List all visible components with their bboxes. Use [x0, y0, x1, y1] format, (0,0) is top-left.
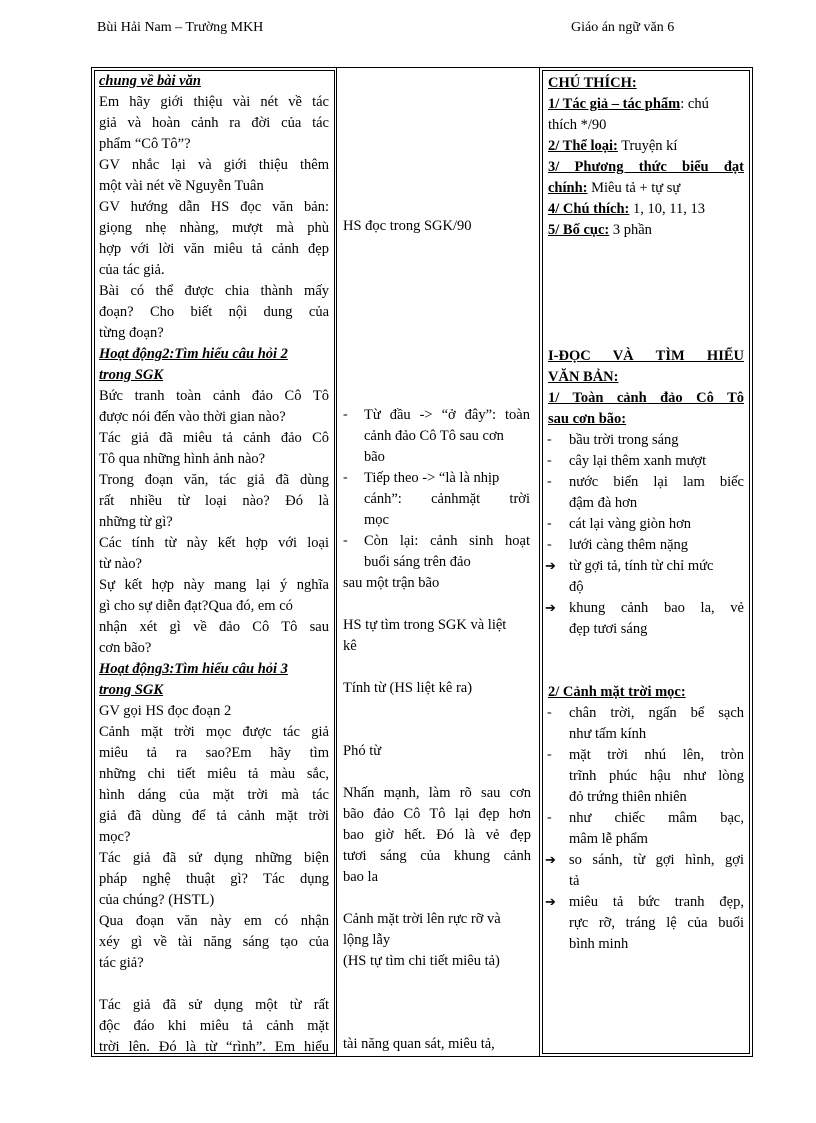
- section-heading: 3/ Phương thức biểu đạt: [548, 159, 744, 175]
- text-line: cát lại vàng giòn hơn: [569, 516, 692, 532]
- text-line: Từ đầu -> “ở đây”: toàn: [364, 407, 530, 423]
- text-line: pháp nghệ thuật gì? Tác dụng: [99, 871, 329, 887]
- text-line: nước biển lại lam biếc: [569, 474, 744, 490]
- text-line: của tác giả.: [99, 262, 165, 278]
- dash-marker: -: [547, 810, 552, 825]
- text-line: GV gọi HS đọc đoạn 2: [99, 703, 232, 719]
- text-line: tươi sáng của khung cảnh: [343, 848, 531, 864]
- dash-marker: -: [343, 533, 348, 548]
- text-line: mọc?: [99, 829, 131, 845]
- text-line: GV hướng dẫn HS đọc văn bản:: [99, 199, 329, 215]
- text-line: phẩm “Cô Tô”?: [99, 136, 191, 152]
- arrow-icon: ➔: [545, 558, 556, 573]
- text-line: kê: [343, 638, 357, 654]
- text-line: trĩnh phúc hậu như lòng: [569, 768, 744, 784]
- arrow-icon: ➔: [545, 852, 556, 867]
- text-line: những từ gì?: [99, 514, 173, 530]
- label-part: 5/ Bố cục:: [548, 222, 610, 238]
- text-line: bao la: [343, 869, 379, 885]
- text-line: Tác giả đã sử dụng những biện: [99, 850, 329, 866]
- text-line: cánh”: cảnhmặt trời: [364, 491, 530, 507]
- text-line: Cảnh mặt trời lên rực rỡ và: [343, 911, 501, 927]
- header-author: Bùi Hải Nam – Trường MKH: [97, 20, 264, 35]
- dash-marker: -: [343, 470, 348, 485]
- arrow-icon: ➔: [545, 600, 556, 615]
- section-heading: CHÚ THÍCH:: [548, 75, 637, 91]
- text-line: từng đoạn?: [99, 325, 164, 341]
- section-heading: VĂN BẢN:: [548, 369, 619, 385]
- text-line: một vài nét về Nguyễn Tuân: [99, 178, 264, 194]
- text-line: giả và hoàn cảnh ra đời của tác: [99, 115, 329, 131]
- text-line: bao giờ hết. Đó là vẻ đẹp: [343, 827, 531, 843]
- value-part: 3 phần: [609, 222, 652, 238]
- text-line: Tính từ (HS liệt kê ra): [343, 680, 473, 696]
- label-part: 4/ Chú thích:: [548, 201, 630, 217]
- text-line: Các tính từ này kết hợp với loại: [99, 535, 329, 551]
- label-part: 1/ Tác giả – tác phẩm: [548, 96, 681, 112]
- text-line: lưới càng thêm nặng: [569, 537, 689, 553]
- text-line: Cảnh mặt trời mọc được tác giả: [99, 724, 329, 740]
- text-line: [548, 220, 652, 241]
- section-heading: sau cơn bão:: [548, 411, 627, 427]
- header-title: Giáo án ngữ văn 6: [571, 20, 675, 35]
- text-line: cảnh đảo Cô Tô sau cơn: [364, 428, 504, 444]
- text-line: GV nhắc lại và giới thiệu thêm: [99, 157, 329, 173]
- text-line: HS tự tìm trong SGK và liệt: [343, 617, 507, 633]
- text-line: cơn bão?: [99, 640, 152, 656]
- label-part: 2/ Thể loại:: [548, 138, 618, 154]
- text-line: mặt trời nhú lên, tròn: [569, 747, 744, 763]
- value-part: 1, 10, 11, 13: [629, 201, 705, 217]
- text-line: Trong đoạn văn, tác giả đã dùng: [99, 472, 329, 488]
- text-line: Tiếp theo -> “là là nhịp: [364, 470, 500, 486]
- dash-marker: -: [547, 432, 552, 447]
- text-line: từ nào?: [99, 556, 142, 572]
- dash-marker: -: [547, 537, 552, 552]
- text-line: Tô qua những hình ảnh nào?: [99, 451, 266, 467]
- text-line: bình minh: [569, 936, 629, 952]
- activity-heading: trong SGK: [99, 367, 164, 383]
- text-line: lộng lẫy: [343, 932, 391, 948]
- teacher-column: [91, 67, 337, 1057]
- text-line: so sánh, từ gợi hình, gợi: [569, 852, 744, 868]
- text-line: sau một trận bão: [343, 575, 440, 591]
- arrow-icon: ➔: [545, 894, 556, 909]
- text-line: mâm lễ phẩm: [569, 831, 648, 847]
- value-part: Truyện kí: [617, 138, 678, 154]
- text-line: rực rỡ, tráng lệ của buổi: [569, 915, 744, 931]
- text-line: đậm đà hơn: [569, 495, 638, 511]
- section-heading: I-ĐỌC VÀ TÌM HIỂU: [548, 348, 744, 364]
- lesson-table: [91, 67, 753, 1057]
- text-line: độ: [569, 579, 584, 595]
- dash-marker: -: [547, 516, 552, 531]
- dash-marker: -: [547, 474, 552, 489]
- text-line: Qua đoạn văn này em có nhận: [99, 913, 329, 929]
- text-line: buổi sáng trên đảo: [364, 554, 471, 570]
- text-line: những chi tiết miêu tả màu sắc,: [99, 766, 329, 782]
- text-line: [548, 199, 705, 220]
- text-line: Bức tranh toàn cảnh đảo Cô Tô: [99, 388, 329, 404]
- text-line: Em hãy giới thiệu vài nét về tác: [99, 94, 329, 110]
- label-part: chính:: [548, 180, 588, 196]
- text-line: từ gợi tả, tính từ chỉ mức: [569, 558, 714, 574]
- dash-marker: -: [547, 705, 552, 720]
- text-line: hình dáng của mặt trời mà tác: [99, 787, 329, 803]
- text-line: Nhấn mạnh, làm rõ sau cơn: [343, 785, 531, 801]
- text-line: được nói đến vào thời gian nào?: [99, 409, 286, 425]
- dash-marker: -: [547, 453, 552, 468]
- text-line: Tác giả đã sử dụng một từ rất: [99, 997, 329, 1013]
- text-line: (HS tự tìm chi tiết miêu tả): [343, 953, 500, 969]
- text-line: thích */90: [548, 117, 607, 133]
- text-line: giọng nhẹ nhàng, mượt mà phù: [99, 220, 329, 236]
- text-line: [548, 178, 680, 199]
- value-part: : chú: [680, 96, 709, 112]
- text-line: bầu trời trong sáng: [569, 432, 679, 448]
- text-line: tác giả?: [99, 955, 144, 971]
- text-line: Phó từ: [343, 743, 382, 759]
- text-line: Sự kết hợp này mang lại ý nghĩa: [99, 577, 329, 593]
- text-line: xéy gì về tài năng sáng tạo của: [99, 934, 329, 950]
- text-line: tài năng quan sát, miêu tả,: [343, 1036, 495, 1052]
- text-line: hợp với lời văn miêu tả cảnh đẹp: [99, 241, 329, 257]
- text-line: rất nhiều từ loại nào? Đó là: [99, 493, 329, 509]
- text-line: chung về bài văn: [99, 73, 201, 89]
- text-line: HS đọc trong SGK/90: [343, 218, 472, 234]
- text-line: Bài có thể được chia thành mấy: [99, 283, 329, 299]
- section-heading: 2/ Cảnh mặt trời mọc:: [548, 684, 686, 700]
- activity-heading: Hoạt động3:Tìm hiểu câu hỏi 3: [99, 661, 288, 677]
- dash-marker: -: [547, 747, 552, 762]
- text-line: tả: [569, 873, 580, 889]
- text-line: [548, 136, 677, 157]
- text-line: miêu tả ra sao?Em hãy tìm: [99, 745, 329, 761]
- text-line: đoạn? Cho biết nội dung của: [99, 304, 329, 320]
- value-part: Miêu tả + tự sự: [587, 180, 681, 196]
- text-line: bão: [364, 449, 385, 465]
- text-line: cây lại thêm xanh mượt: [569, 453, 707, 469]
- section-heading: 1/ Toàn cảnh đảo Cô Tô: [548, 390, 744, 406]
- text-line: Còn lại: cảnh sinh hoạt: [364, 533, 530, 549]
- text-line: mọc: [364, 512, 389, 528]
- text-line: như tấm kính: [569, 726, 647, 742]
- text-line: khung cảnh bao la, vẻ: [569, 600, 744, 616]
- text-line: bão đảo Cô Tô lại đẹp hơn: [343, 806, 531, 822]
- text-line: của chúng? (HSTL): [99, 892, 215, 908]
- text-line: [548, 94, 709, 115]
- text-line: chân trời, ngấn bể sạch: [569, 705, 744, 721]
- text-line: đỏ trứng thiên nhiên: [569, 789, 687, 805]
- text-line: giả đã dùng để tả cảnh mặt trời: [99, 808, 329, 824]
- student-column: [336, 67, 540, 1057]
- text-line: Tác giả đã miêu tả cảnh đảo Cô: [99, 430, 329, 446]
- dash-marker: -: [343, 407, 348, 422]
- text-line: nhận xét gì về đảo Cô Tô sau: [99, 619, 329, 635]
- activity-heading: Hoạt động2:Tìm hiểu câu hỏi 2: [99, 346, 288, 362]
- text-line: miêu tả bức tranh đẹp,: [569, 894, 744, 910]
- text-line: như chiếc mâm bạc,: [569, 810, 744, 826]
- text-line: gì cho sự diễn đạt?Qua đó, em có: [99, 598, 293, 614]
- content-column: [539, 67, 753, 1057]
- text-line: trời lên. Đó là từ “rình”. Em hiểu: [99, 1039, 329, 1055]
- activity-heading: trong SGK: [99, 682, 164, 698]
- text-line: độc đáo khi miêu tả cảnh mặt: [99, 1018, 329, 1034]
- text-line: đẹp tươi sáng: [569, 621, 648, 637]
